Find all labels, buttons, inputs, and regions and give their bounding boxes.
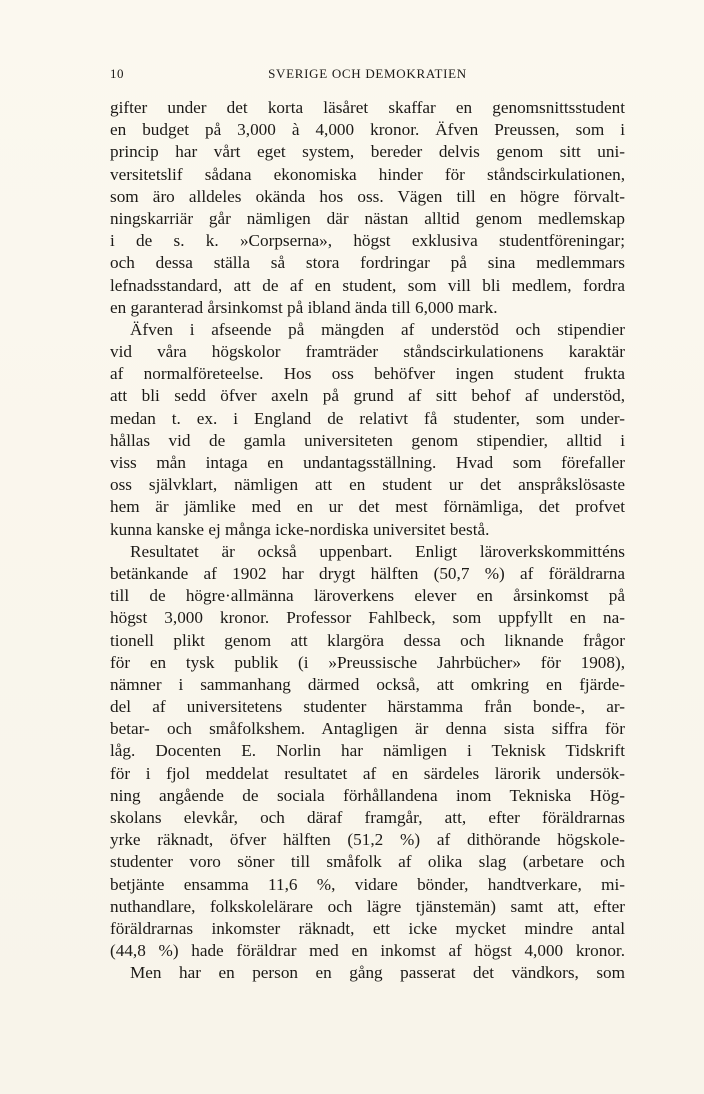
text-line: till de högre·allmänna läroverkens elever en årsinkomst på (110, 586, 625, 606)
text-line: i de s. k. »Corpserna», högst exklusiva studentföreningar; (110, 231, 625, 251)
text-line: betänkande af 1902 har drygt hälften (50,7 %) af föräldrarna (110, 563, 625, 583)
text-line: och dessa ställa så stora fordringar på sina medlemmars (110, 253, 625, 273)
text-line: lefnadsstandard, att de af en student, som vill bli medlem, fordra (110, 275, 625, 295)
text-line: princip har vårt eget system, bereder delvis genom sitt uni- (110, 142, 625, 162)
text-line: studenter voro söner till småfolk af olika slag (arbetare och (110, 852, 625, 872)
text-line: hem är jämlike med en ur det mest förnämliga, det profvet (110, 497, 625, 517)
text-line: ningskarriär går nämligen där nästan alltid genom medlemskap (110, 208, 625, 228)
page-number: 10 (110, 66, 124, 81)
text-line: låg. Docenten E. Norlin har nämligen i Teknisk Tidskrift (110, 741, 625, 761)
text-line: versitetslif sådana ekonomiska hinder för ståndscirkulationen, (110, 164, 625, 184)
text-line: en budget på 3,000 à 4,000 kronor. Äfven Preussen, som i (110, 120, 625, 140)
running-head: SVERIGE OCH DEMOKRATIEN (268, 66, 467, 81)
text-line: en garanterad årsinkomst på ibland ända till 6,000 mark. (110, 297, 498, 317)
text-line: Men har en person en gång passerat det vändkors, som (130, 963, 625, 983)
text-line: Resultatet är också uppenbart. Enligt läroverkskommitténs (130, 541, 625, 561)
text-line: viss mån intaga en undantagsställning. Hvad som förefaller (110, 453, 625, 472)
text-line: betar- och småfolkshem. Antagligen är denna sista siffra för (110, 719, 625, 739)
text-line: del af universitetens studenter härstamma från bonde-, ar- (110, 697, 625, 717)
text-line: yrke räknadt, öfver hälften (51,2 %) af dithörande högskole- (110, 830, 625, 850)
text-line: kunna kanske ej många icke-nordiska universitet bestå. (110, 519, 490, 539)
text-line: högst 3,000 kronor. Professor Fahlbeck, som uppfyllt en na- (110, 608, 625, 628)
body-text (110, 97, 625, 985)
text-line: för i fjol meddelat resultatet af en särdeles lärorik undersök- (110, 763, 625, 783)
text-line: gifter under det korta läsåret skaffar en genomsnittsstudent (110, 98, 625, 117)
text-line: (44,8 %) hade föräldrar med en inkomst af högst 4,000 kronor. (110, 941, 625, 961)
text-line: som äro alldeles okända hos oss. Vägen till en högre förvalt- (110, 186, 625, 206)
text-line: af normalföreteelse. Hos oss behöfver ingen student frukta (110, 364, 625, 384)
text-line: tionell plikt genom att klargöra dessa och liknande frågor (110, 630, 625, 650)
text-line: nuthandlare, folkskolelärare och lägre tjänstemän) samt att, efter (110, 896, 625, 916)
text-line: föräldrarnas inkomster räknadt, ett icke mycket mindre antal (110, 918, 625, 938)
text-line: betjänte ensamma 11,6 %, vidare bönder, handtverkare, mi- (110, 874, 625, 894)
text-line: oss självklart, nämligen att en student ur det anspråkslösaste (110, 475, 625, 495)
text-line: skolans elevkår, och däraf framgår, att, efter föräldrarnas (110, 808, 625, 827)
text-line: medan t. ex. i England de relativt få studenter, som under- (110, 408, 625, 428)
text-line: nämner i sammanhang därmed också, att omkring en fjärde- (110, 674, 625, 694)
page-header (110, 66, 625, 86)
text-line: för en tysk publik (i »Preussische Jahrbücher» för 1908), (110, 652, 625, 672)
text-line: hållas vid de gamla universiteten genom stipendier, alltid i (110, 430, 625, 450)
text-line: ning angående de sociala förhållandena inom Tekniska Hög- (110, 785, 625, 805)
text-line: Äfven i afseende på mängden af understöd och stipendier (130, 319, 625, 339)
text-line: att bli sedd öfver axeln på grund af sitt behof af understöd, (110, 386, 625, 406)
text-line: vid våra högskolor framträder ståndscirkulationens karaktär (110, 342, 625, 362)
